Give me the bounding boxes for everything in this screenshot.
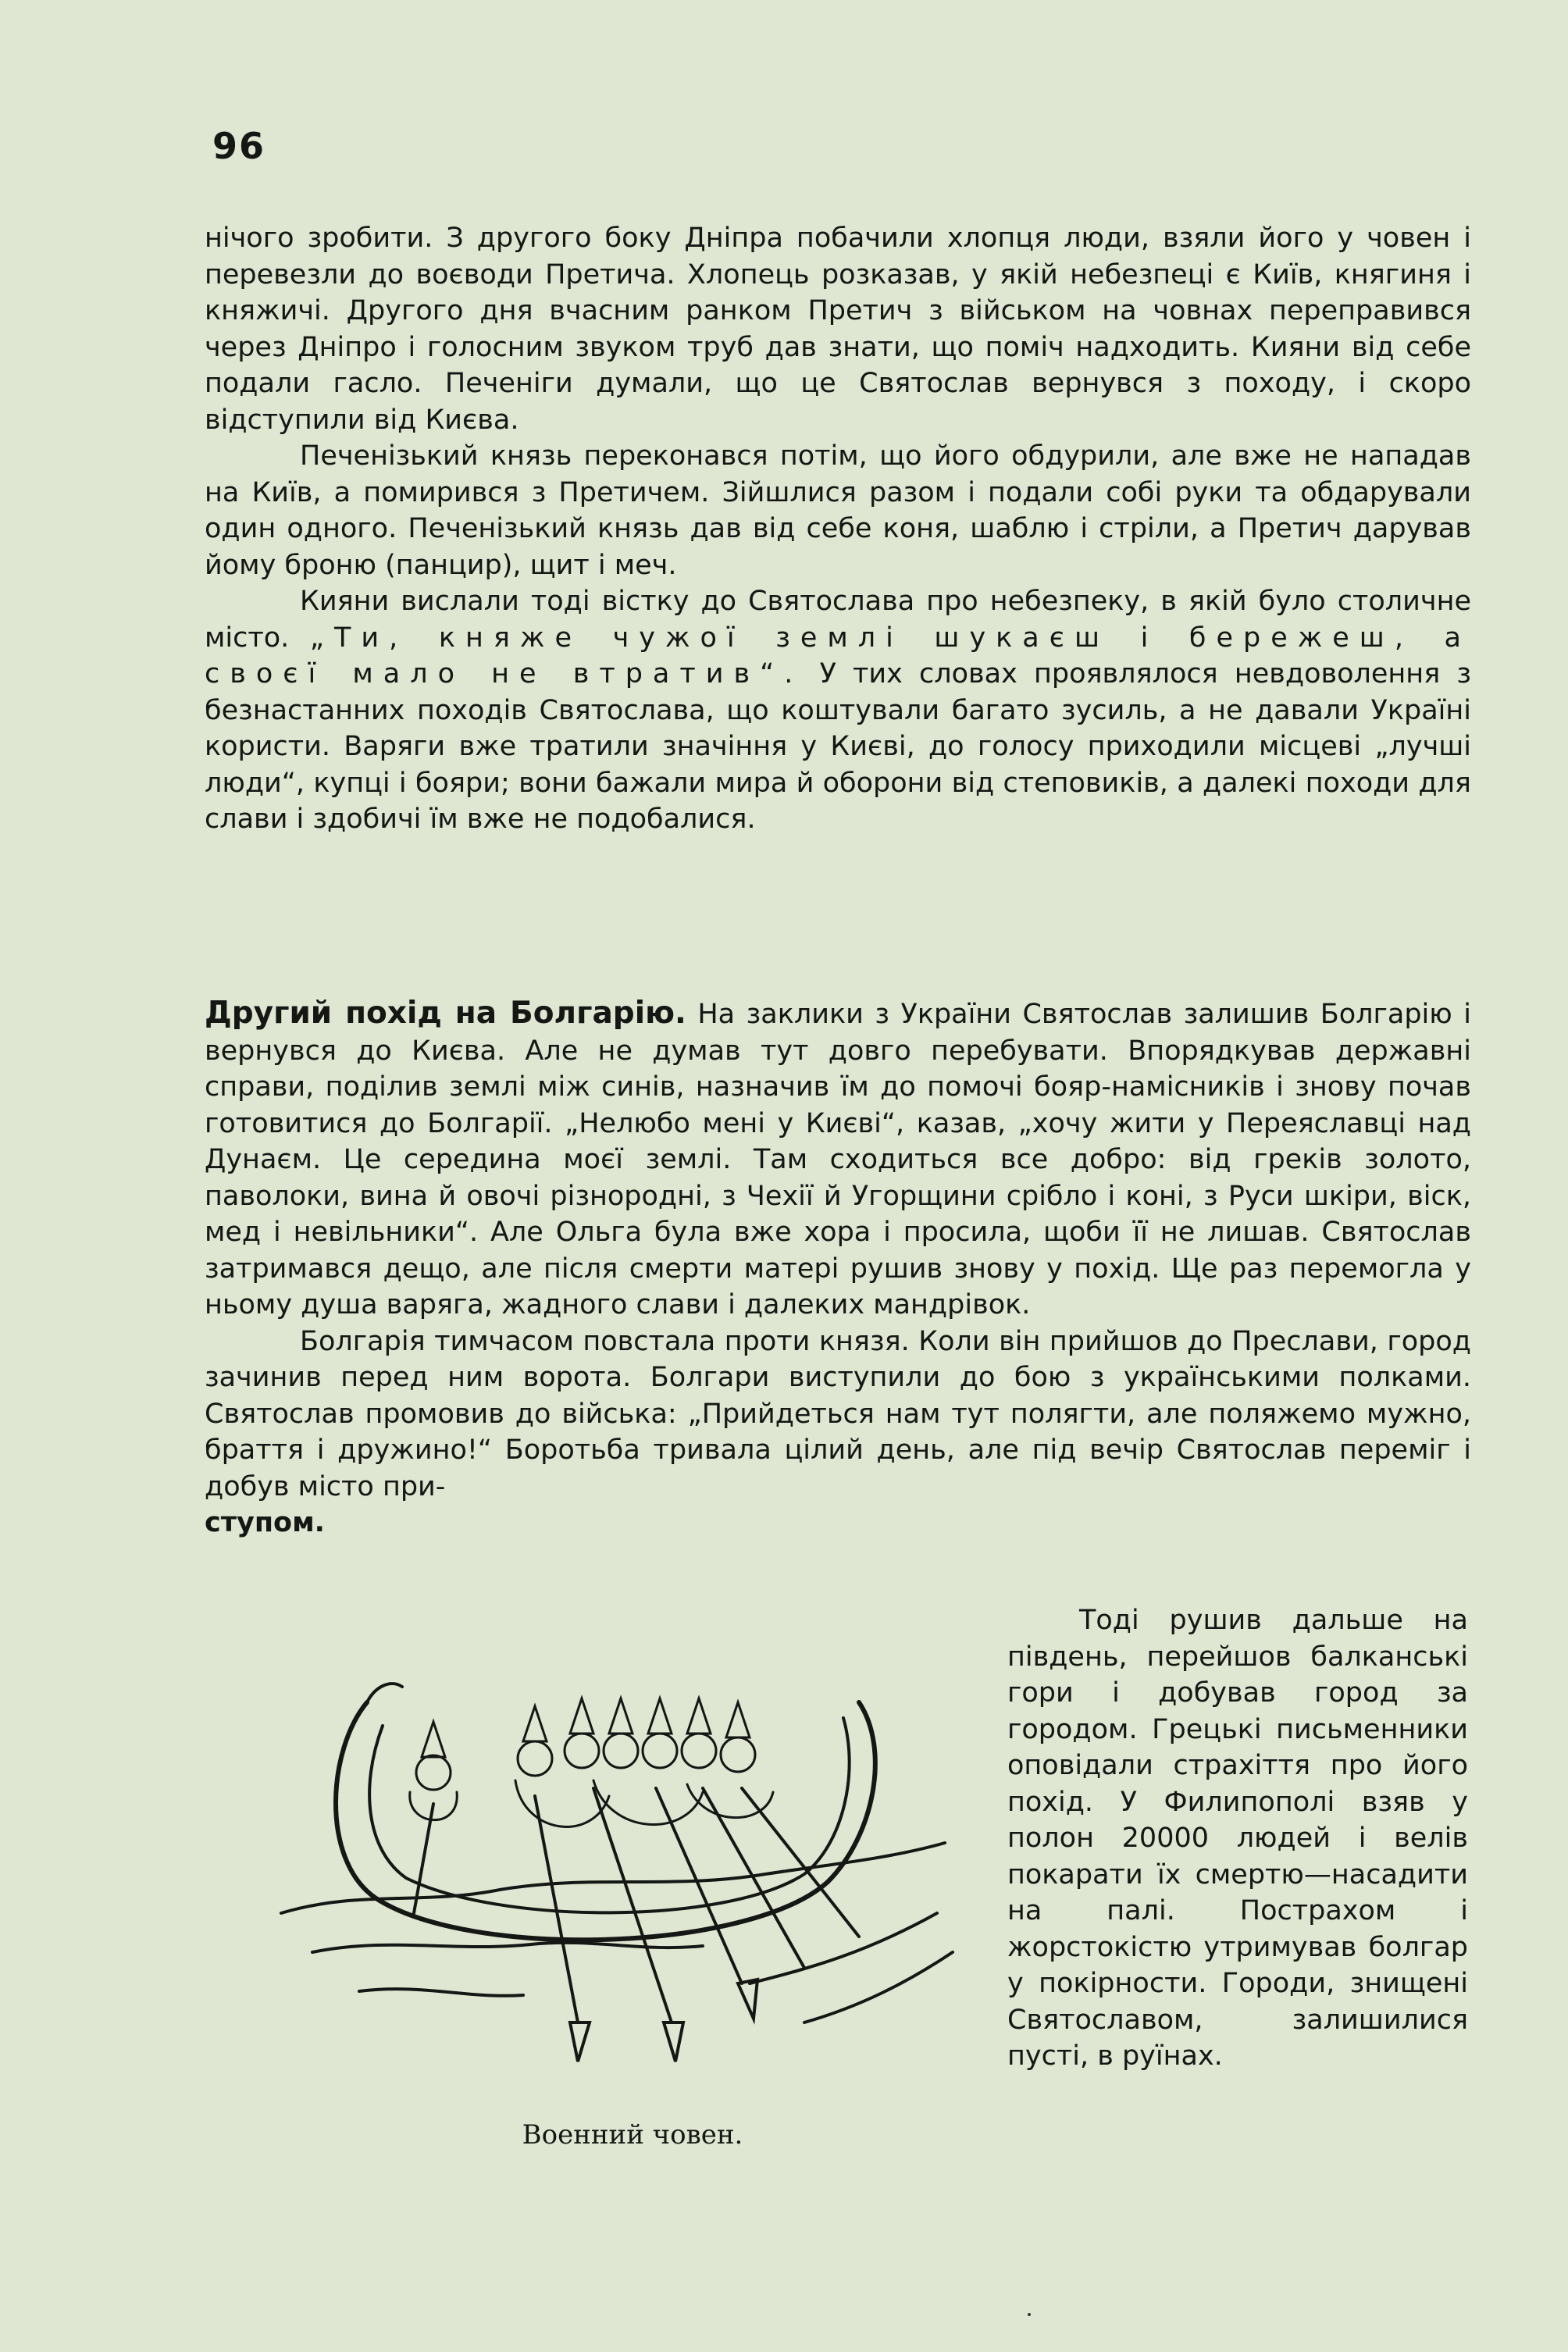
section-heading: Другий похід на Болгарію.	[205, 996, 686, 1031]
paragraph-3	[205, 583, 1471, 838]
text-block-top	[205, 220, 1471, 838]
paragraph-5	[205, 1324, 1471, 1541]
boat-drawing	[265, 1655, 968, 2108]
paragraph-5-text: Болгарія тимчасом повстала проти князя. Коли він прийшов до Преслави, город зачинив перед ним ворота. Болгари виступили до бою з українськими полками. Святослав промовив до війська: „Прийдеться нам тут полягти, але поляжемо мужно, браття і дружино!“ Боротьба тривала цілий день, але під вечір Святослав переміг і добув місто при-	[205, 1325, 1471, 1502]
paragraph-2: Печенізький князь переконався потім, що його обдурили, але вже не нападав на Київ, а помирився з Претичем. Зійшлися разом і подали собі руки та обдарували один одного. Печенізький князь дав від себе коня, шаблю і стріли, а Претич дарував йому броню (панцир), щит і меч.	[205, 440, 1471, 581]
page-number: 96	[212, 125, 266, 167]
paragraph-4-text: На заклики з України Святослав залишив Болгарію і вернувся до Києва. Але не думав тут довго перебувати. Впорядкував державні справи, поділив землі між синів, назначив їм до помочі бояр-намісників і знову почав готовитися до Болгарії. „Нелюбо мені у Києві“, казав, „хочу жити у Переяславці над Дунаєм. Це середина моєї землі. Там сходиться все добро: від греків золото, паволоки, вина й овочі різнородні, з Чехії й Угорщини срібло і коні, з Руси шкіри, віск, мед і невільники“. Але Ольга була вже хора і просила, щоби її не лишав. Святослав затримався дещо, але після смерти матері рушив знову у похід. Ще раз перемогла у ньому душа варяга, жадного слави і далеких мандрівок.	[205, 999, 1471, 1320]
paragraph-1: нічого зробити. З другого боку Дніпра побачили хлопця люди, взяли його у човен і перевезли до воєводи Претича. Хлопець розказав, у якій небезпеці є Київ, княгиня і княжичі. Другого дня вчасним ранком Претич з військом на човнах переправився через Дніпро і голосним звуком труб дав знати, що поміч надходить. Кияни від себе подали гасло. Печеніги думали, що це Святослав вернувся з походу, і скоро відступили від Києва.	[205, 223, 1471, 436]
text-block-section	[205, 996, 1471, 1541]
paragraph-3-start: Кияни вислали тоді вістку до Святослава про небезпеку, в якій було столичне місто.	[205, 586, 1471, 654]
paragraph-5-tail: ступом.	[205, 1507, 325, 1538]
figure-caption: Военний човен.	[522, 2119, 743, 2151]
paragraph-4	[205, 996, 1471, 1324]
spaced-quote: „Ти, княже чужої землі шукаєш і бережеш, а своєї мало не втратив“.	[205, 622, 1471, 690]
paragraph-6: Тоді рушив дальше на південь, перейшов балканські гори і добував город за городом. Грецькі письменники оповідали страхіття про його похід. У Филипополі взяв у полон 20000 людей і велів покарати їх смертю—насадити на палі. Пострахом і жорстокістю утримував болгар у покірности. Городи, знищені Святославом, залишилися пусті, в руїнах.	[1007, 1605, 1468, 2072]
print-speck	[1028, 2313, 1031, 2316]
boat-illustration	[265, 1655, 968, 2108]
paragraph-3-end: У тих словах проявлялося невдоволення з безнастанних походів Святослава, що коштували багато зусиль, а не давали Україні користи. Варяги вже тратили значіння у Києві, до голосу приходили місцеві „лучші люди“, купці і бояри; вони бажали мира й оборони від степовиків, а далекі походи для слави і здобичі їм вже не подобалися.	[205, 658, 1471, 835]
side-column	[1007, 1602, 1468, 2075]
